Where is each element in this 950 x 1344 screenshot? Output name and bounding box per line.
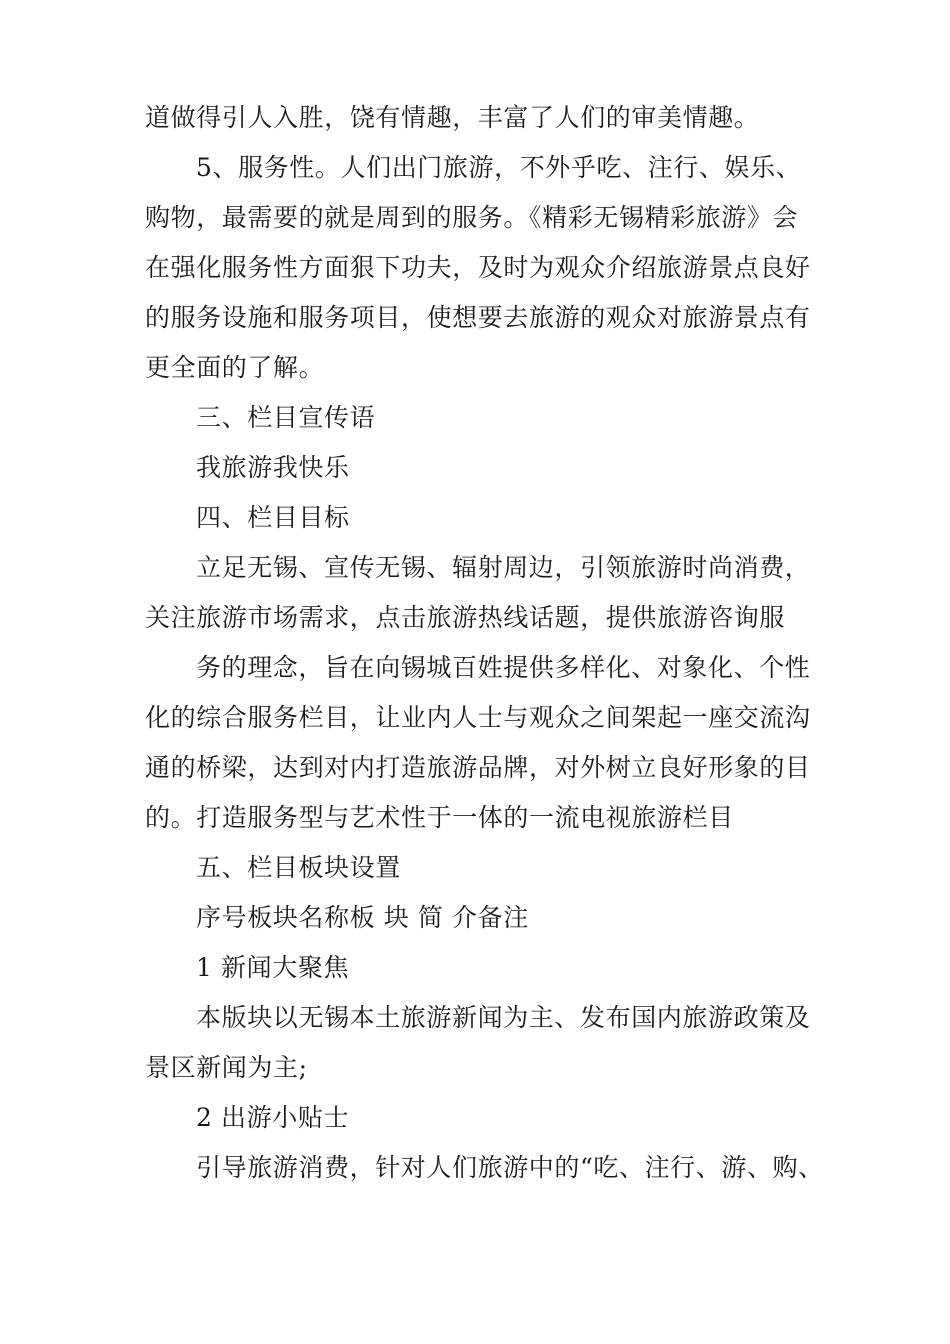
paragraph-line: 5、服务性。人们出门旅游，不外乎吃、注行、娱乐、 xyxy=(196,153,802,182)
paragraph-line: 道做得引人入胜，饶有情趣，丰富了人们的审美情趣。 xyxy=(145,103,760,132)
list-item: 2 出游小贴士 xyxy=(196,1103,350,1132)
paragraph-line: 景区新闻为主; xyxy=(145,1053,308,1082)
paragraph-line: 立足无锡、宣传无锡、辐射周边，引领旅游时尚消费， xyxy=(196,553,811,582)
table-header-line: 序号板块名称板 块 简 介备注 xyxy=(196,903,529,932)
section-heading: 五、栏目板块设置 xyxy=(196,853,401,882)
paragraph-line: 关注旅游市场需求，点击旅游热线话题，提供旅游咨询服 xyxy=(145,603,786,632)
paragraph-line: 购物，最需要的就是周到的服务。《精彩无锡精彩旅游》会 xyxy=(145,203,799,232)
paragraph-line: 务的理念，旨在向锡城百姓提供多样化、对象化、个性 xyxy=(196,653,811,682)
paragraph-line: 本版块以无锡本土旅游新闻为主、发布国内旅游政策及 xyxy=(196,1003,811,1032)
paragraph-line: 化的综合服务栏目，让业内人士与观众之间架起一座交流沟 xyxy=(145,703,811,732)
paragraph-line: 在强化服务性方面狠下功夫，及时为观众介绍旅游景点良好 xyxy=(145,253,811,282)
paragraph-line: 的。打造服务型与艺术性于一体的一流电视旅游栏目 xyxy=(145,803,734,832)
paragraph-line: 更全面的了解。 xyxy=(145,353,325,382)
paragraph-line: 引导旅游消费，针对人们旅游中的“吃、注行、游、购、 xyxy=(196,1153,824,1182)
paragraph-line: 的服务设施和服务项目，使想要去旅游的观众对旅游景点有 xyxy=(145,303,811,332)
paragraph-line: 通的桥梁，达到对内打造旅游品牌，对外树立良好形象的目 xyxy=(145,753,811,782)
section-heading: 三、栏目宣传语 xyxy=(196,403,376,432)
list-item: 1 新闻大聚焦 xyxy=(196,953,350,982)
section-heading: 四、栏目目标 xyxy=(196,503,350,532)
paragraph-line: 我旅游我快乐 xyxy=(196,453,350,482)
